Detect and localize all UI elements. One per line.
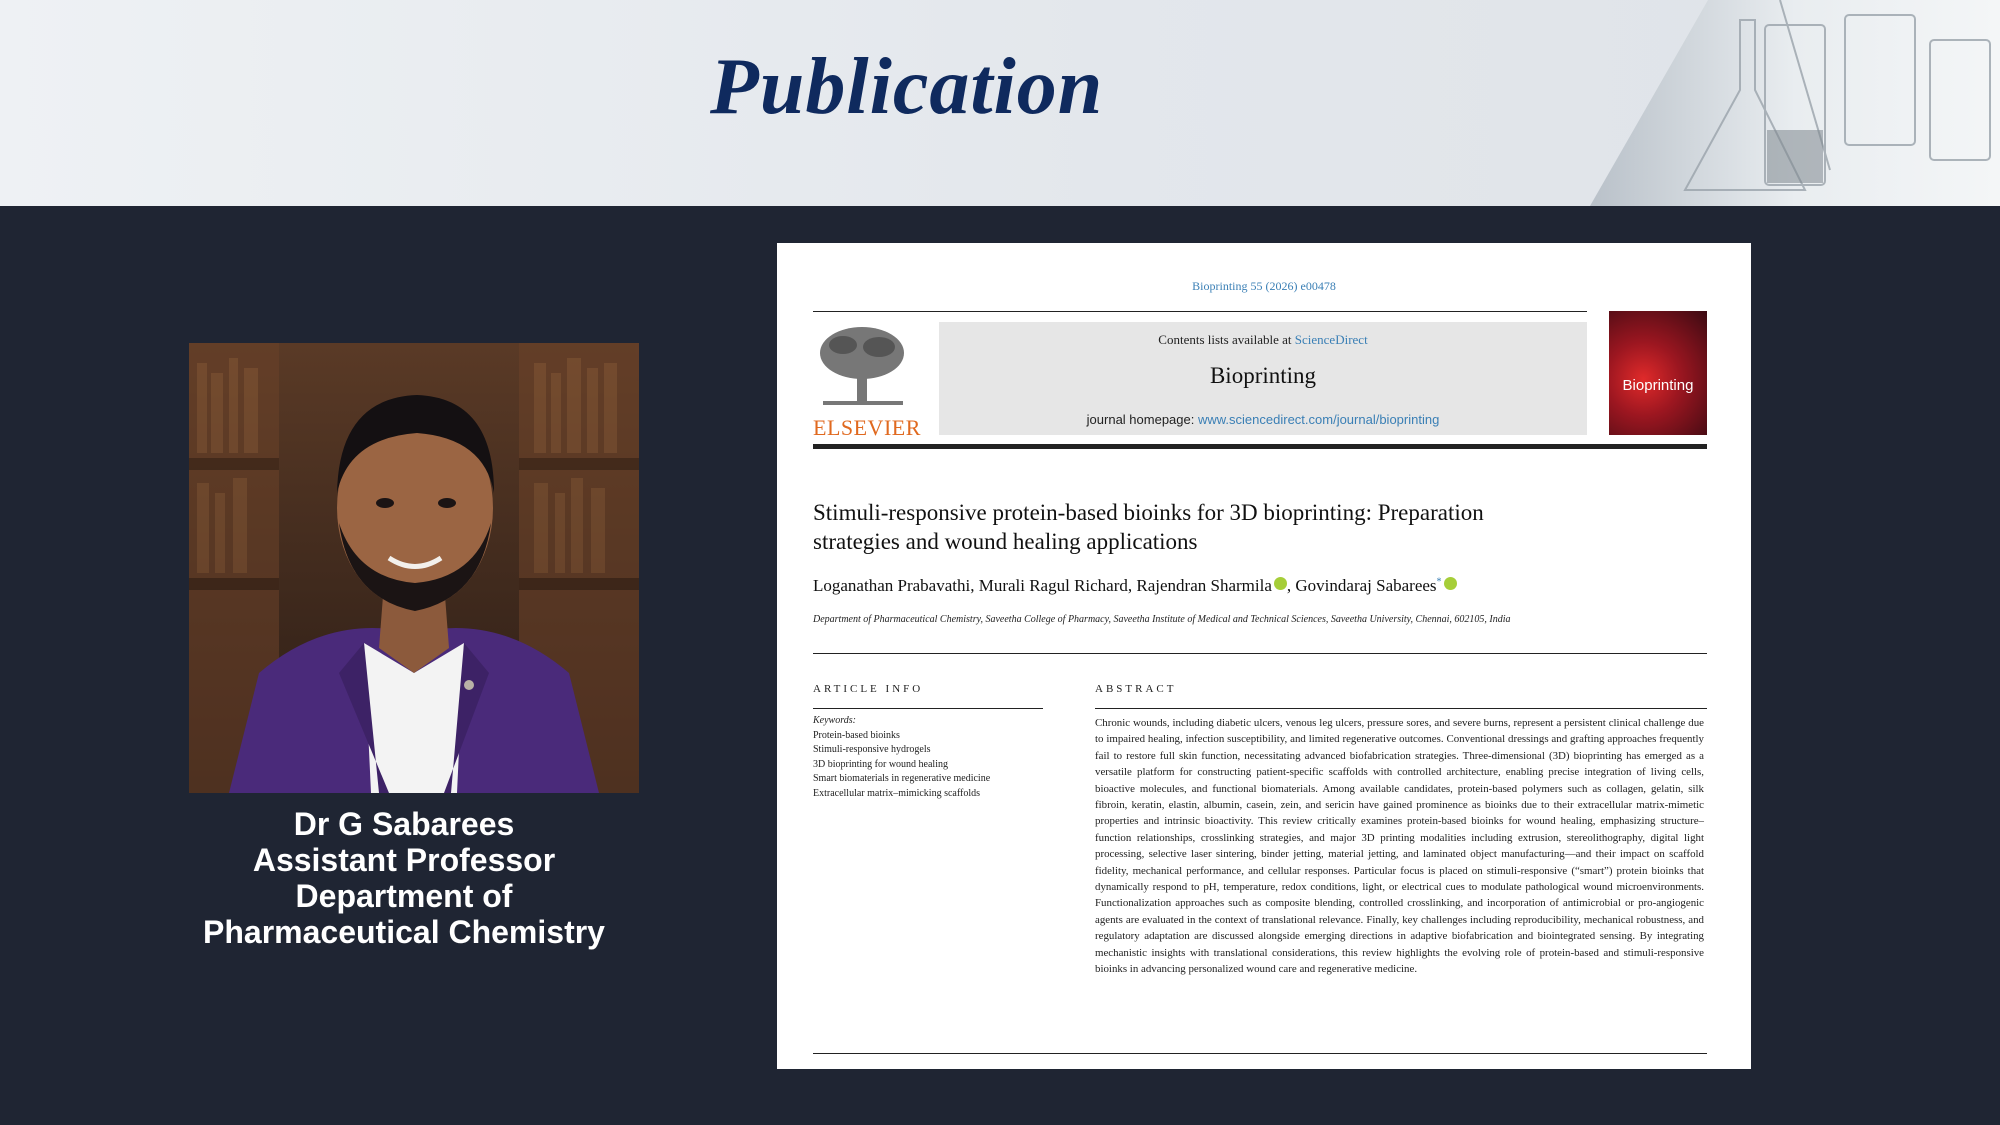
profile-department-line-2: Pharmaceutical Chemistry bbox=[203, 914, 605, 950]
orcid-icon[interactable] bbox=[1274, 577, 1287, 590]
journal-masthead bbox=[939, 322, 1587, 435]
profile-name: Dr G Sabarees bbox=[293, 806, 515, 842]
author-name: Govindaraj Sabarees bbox=[1295, 576, 1437, 595]
author-affiliation: Department of Pharmaceutical Chemistry, Saveetha College of Pharmacy, Saveetha Institute of Medical and Technical Sciences, Saveetha University, Chennai, 602105, India bbox=[813, 614, 1511, 625]
keyword-item: Protein-based bioinks bbox=[813, 729, 900, 741]
abstract-text: Chronic wounds, including diabetic ulcers, venous leg ulcers, pressure sores, and severe burns, represent a persistent clinical challenge due to impaired healing, infection susceptibility, and limited regenerative outcomes. Conventional dressings and grafting approaches frequently fail to restore full skin function, necessitating advanced biofabrication strategies. Three-dimensional (3D) bioprinting has emerged as a versatile platform for constructing patient-specific scaffolds with controlled architecture, enabling precise integration of living cells, bioactive molecules, and functional biomaterials. Among available candidates, protein-based polymers such as collagen, gelatin, silk fibroin, keratin, elastin, albumin, casein, zein, and sericin have gained prominence as bioinks due to their extracellular matrix-mimetic properties and intrinsic bioactivity. This review critically examines protein-based bioinks for wound healing, emphasizing structure–function relationships, crosslinking strategies, and major 3D printing modalities including extrusion, stereolithography, digital light processing, selective laser sintering, binder jetting, material jetting, and laminated object manufacturing—and their impact on scaffold fidelity, mechanical performance, and cellular responses. Particular focus is placed on stimuli-responsive (“smart”) protein bioinks that dynamically respond to pH, temperature, redox conditions, light, or electrical cues to modulate pathological wound microenvironments. Functionalization approaches such as composite blending, controlled crosslinking, and incorporation of antimicrobial or pro-angiogenic agents are evaluated in the context of translational relevance. Finally, key challenges including reproducibility, mechanical robustness, and regulatory adaptation are discussed alongside emerging directions in adaptive biofabrication and biointegrated sensing. By integrating mechanistic insights with translational considerations, this review highlights the evolving role of protein-based and stimuli-responsive bioinks in advancing personalized wound care and regenerative medicine. bbox=[1095, 717, 1704, 976]
orcid-icon[interactable] bbox=[1444, 577, 1457, 590]
keywords-label: Keywords: bbox=[813, 715, 856, 726]
article-info-rule bbox=[813, 708, 1043, 709]
author-name: Rajendran Sharmila bbox=[1136, 576, 1272, 595]
article-first-page bbox=[777, 243, 1751, 1069]
article-info-heading: ARTICLE INFO bbox=[813, 683, 924, 695]
header-rule-thick bbox=[813, 444, 1707, 449]
cover-journal-title: Bioprinting bbox=[1622, 377, 1694, 394]
keyword-item: Stimuli-responsive hydrogels bbox=[813, 744, 931, 755]
author-name: Loganathan Prabavathi bbox=[813, 576, 971, 595]
author-list: Loganathan Prabavathi, Murali Ragul Richard, Rajendran Sharmila , Govindaraj Sabarees* bbox=[813, 576, 1457, 596]
keyword-item: Smart biomaterials in regenerative medicine bbox=[813, 773, 991, 784]
contents-line bbox=[939, 332, 1587, 348]
contents-prefix: Contents lists available at bbox=[1158, 332, 1292, 347]
keywords-block bbox=[813, 714, 1043, 801]
journal-cover-image bbox=[1609, 311, 1707, 435]
slide-title: Publication bbox=[710, 43, 1104, 131]
header-rule-top bbox=[813, 311, 1587, 312]
lab-glassware-image bbox=[1590, 0, 2000, 206]
article-title: Stimuli-responsive protein-based bioinks for 3D bioprinting: Preparation strategies and wound healing applications bbox=[813, 500, 1484, 554]
journal-citation[interactable]: Bioprinting 55 (2026) e00478 bbox=[1192, 279, 1336, 293]
keyword-item: Extracellular matrix–mimicking scaffolds bbox=[813, 787, 980, 799]
abstract-rule bbox=[1095, 708, 1707, 709]
abstract-heading: ABSTRACT bbox=[1095, 683, 1177, 695]
publisher-name: ELSEVIER bbox=[813, 415, 921, 440]
slide-header bbox=[0, 0, 2000, 206]
journal-homepage-link[interactable]: www.sciencedirect.com/journal/bioprinting bbox=[1197, 412, 1440, 427]
section-rule bbox=[813, 653, 1707, 654]
corresponding-mark: * bbox=[1436, 576, 1442, 588]
profile-department-line-1: Department of bbox=[295, 878, 513, 914]
homepage-prefix: journal homepage: bbox=[1086, 412, 1195, 427]
profile-photo bbox=[189, 343, 639, 793]
homepage-line bbox=[939, 412, 1587, 427]
abstract-bottom-rule bbox=[813, 1053, 1707, 1054]
journal-name: Bioprinting bbox=[1209, 363, 1317, 388]
profile-designation: Assistant Professor bbox=[252, 842, 556, 878]
keyword-item: 3D bioprinting for wound healing bbox=[813, 758, 948, 770]
profile-caption bbox=[130, 806, 678, 950]
author-name: Murali Ragul Richard bbox=[978, 576, 1128, 595]
portrait-image bbox=[189, 343, 639, 793]
sciencedirect-link[interactable]: ScienceDirect bbox=[1294, 332, 1368, 347]
